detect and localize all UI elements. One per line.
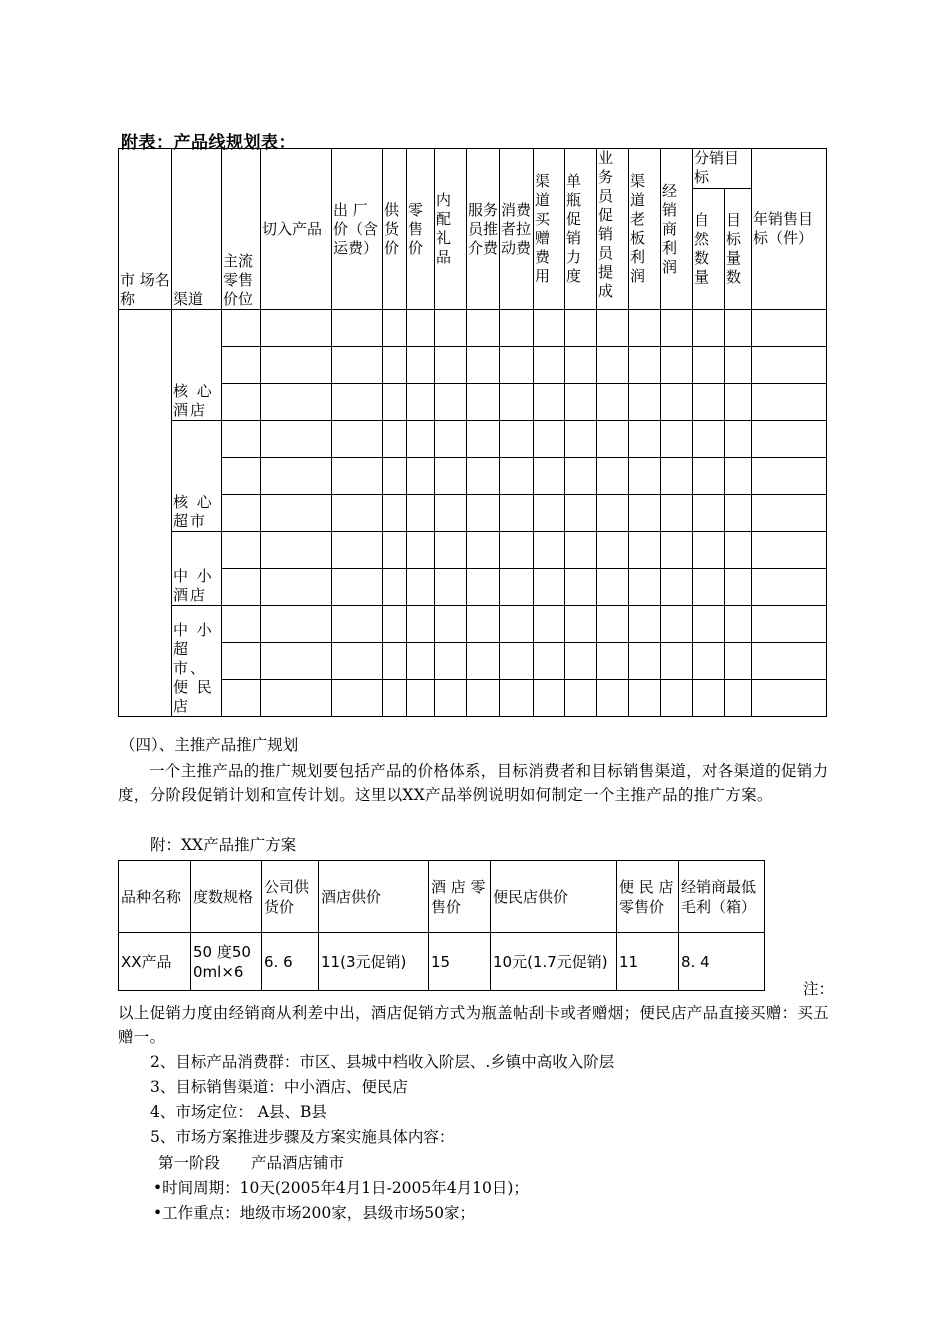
table-cell <box>383 310 407 347</box>
table-cell <box>467 680 500 717</box>
table-cell <box>407 495 435 532</box>
table-cell <box>597 606 629 643</box>
table-cell <box>435 606 467 643</box>
table-cell <box>629 421 661 458</box>
table-cell <box>661 532 693 569</box>
table-cell <box>534 384 565 421</box>
table-cell <box>407 458 435 495</box>
header-owner-profit: 渠道老板利润 <box>629 149 661 310</box>
table-cell <box>629 606 661 643</box>
table-cell <box>261 421 332 458</box>
header-market: 市 场名称 <box>119 149 172 310</box>
table-cell <box>629 643 661 680</box>
table-cell <box>565 680 597 717</box>
table-cell <box>661 384 693 421</box>
table-cell <box>725 532 752 569</box>
table-cell <box>534 532 565 569</box>
table-cell <box>383 384 407 421</box>
table-cell <box>534 421 565 458</box>
table-cell <box>597 680 629 717</box>
table-cell <box>693 421 725 458</box>
table-cell <box>597 347 629 384</box>
table-cell <box>661 458 693 495</box>
promotion-scheme-table <box>118 860 765 991</box>
table-cell <box>661 310 693 347</box>
table-cell <box>752 421 827 458</box>
table-cell <box>222 421 261 458</box>
table-cell <box>534 680 565 717</box>
table-cell <box>467 421 500 458</box>
table-cell <box>752 606 827 643</box>
table-cell <box>693 347 725 384</box>
table-cell <box>222 532 261 569</box>
table-cell <box>407 384 435 421</box>
scheme-cell-store-supply: 10元(1.7元促销) <box>491 933 617 991</box>
item-target-channels: 3、目标销售渠道：中小酒店、便民店 <box>150 1078 408 1096</box>
table-cell <box>435 458 467 495</box>
header-consumer-fee: 消费者拉动费 <box>500 149 534 310</box>
product-line-plan-table <box>118 148 827 717</box>
table-cell <box>693 495 725 532</box>
table-cell <box>661 606 693 643</box>
table-cell <box>261 643 332 680</box>
table-cell <box>565 495 597 532</box>
phase-one: 第一阶段 产品酒店铺市 <box>158 1154 345 1172</box>
table-cell <box>597 569 629 606</box>
table-cell <box>261 495 332 532</box>
table-cell <box>534 310 565 347</box>
table-cell <box>407 569 435 606</box>
table-cell <box>435 495 467 532</box>
table-cell <box>435 569 467 606</box>
scheme-header-store-retail: 便 民 店零售价 <box>617 861 679 933</box>
scheme-cell-company-price: 6. 6 <box>262 933 319 991</box>
table-cell <box>752 347 827 384</box>
table-cell <box>565 606 597 643</box>
table-cell <box>467 532 500 569</box>
scheme-header-hotel-retail: 酒 店 零售价 <box>429 861 491 933</box>
note-text: 以上促销力度由经销商从利差中出，酒店促销方式为瓶盖帖刮卡或者赠烟；便民店产品直接买赠：买五赠一。 <box>118 1004 830 1046</box>
table-cell <box>661 680 693 717</box>
item-market-position: 4、市场定位： A县、B县 <box>150 1103 327 1121</box>
table-cell <box>435 310 467 347</box>
scheme-cell-hotel-supply: 11(3元促销) <box>319 933 429 991</box>
table-cell <box>222 347 261 384</box>
table-cell <box>534 495 565 532</box>
table-cell <box>693 680 725 717</box>
table-cell <box>500 458 534 495</box>
table-cell <box>565 643 597 680</box>
table-cell <box>534 606 565 643</box>
table-cell <box>500 495 534 532</box>
table-cell <box>383 569 407 606</box>
table-cell <box>565 347 597 384</box>
table-cell <box>534 643 565 680</box>
table-cell <box>332 347 383 384</box>
table-cell <box>467 310 500 347</box>
table-cell <box>332 495 383 532</box>
table-cell <box>597 421 629 458</box>
table-cell <box>222 495 261 532</box>
table-cell <box>261 569 332 606</box>
table-cell <box>435 532 467 569</box>
table-cell <box>629 384 661 421</box>
table-cell <box>597 458 629 495</box>
table-cell <box>693 458 725 495</box>
table-cell <box>725 310 752 347</box>
table-cell <box>261 680 332 717</box>
header-service-fee: 服务员推介费 <box>467 149 500 310</box>
table-cell <box>725 643 752 680</box>
table-cell <box>500 569 534 606</box>
table-cell <box>752 384 827 421</box>
header-retail-price: 零售价 <box>407 149 435 310</box>
table-cell <box>629 680 661 717</box>
table-cell <box>693 532 725 569</box>
table-cell <box>693 606 725 643</box>
channel-small-hotel: 中 小酒店 <box>172 532 222 606</box>
table-cell <box>565 310 597 347</box>
channel-core-hotel: 核 心酒店 <box>172 310 222 421</box>
table-cell <box>500 606 534 643</box>
table-cell <box>752 532 827 569</box>
table-cell <box>332 532 383 569</box>
table-cell <box>534 569 565 606</box>
table-cell <box>332 458 383 495</box>
note-label: 注： <box>803 980 835 998</box>
table-cell <box>565 458 597 495</box>
table-cell <box>629 310 661 347</box>
scheme-cell-dealer-margin: 8. 4 <box>679 933 765 991</box>
table-cell <box>565 532 597 569</box>
scheme-label: 附：XX产品推广方案 <box>150 836 297 854</box>
table-cell <box>407 680 435 717</box>
table-cell <box>629 569 661 606</box>
table-cell <box>500 643 534 680</box>
table-cell <box>222 643 261 680</box>
table-cell <box>407 532 435 569</box>
table-cell <box>725 680 752 717</box>
table-cell <box>435 421 467 458</box>
scheme-cell-hotel-retail: 15 <box>429 933 491 991</box>
header-mainstream-price: 主流零售价位 <box>222 149 261 310</box>
table-cell <box>332 310 383 347</box>
table-cell <box>725 347 752 384</box>
header-channel: 渠道 <box>172 149 222 310</box>
table-cell <box>261 458 332 495</box>
header-target-qty: 目标量数 <box>725 189 752 310</box>
table-cell <box>261 532 332 569</box>
table-cell <box>435 680 467 717</box>
table-cell <box>500 421 534 458</box>
table-cell <box>500 347 534 384</box>
table-cell <box>435 384 467 421</box>
market-cell <box>119 310 172 717</box>
scheme-cell-store-retail: 11 <box>617 933 679 991</box>
table-cell <box>597 532 629 569</box>
scheme-header-spec: 度数规格 <box>191 861 262 933</box>
scheme-header-store-supply: 便民店供价 <box>491 861 617 933</box>
table-cell <box>383 495 407 532</box>
table-cell <box>222 569 261 606</box>
header-supply-price: 供货价 <box>383 149 407 310</box>
intro-paragraph: 一个主推产品的推广规划要包括产品的价格体系，目标消费者和目标销售渠道，对各渠道的促销力度，分阶段促销计划和宣传计划。这里以XX产品举例说明如何制定一个主推产品的推广方案。 <box>118 762 829 804</box>
table-cell <box>222 680 261 717</box>
table-cell <box>500 384 534 421</box>
table-cell <box>693 569 725 606</box>
table-cell <box>467 458 500 495</box>
table-cell <box>752 495 827 532</box>
table-cell <box>261 347 332 384</box>
table-cell <box>222 384 261 421</box>
table-cell <box>725 458 752 495</box>
channel-core-supermarket: 核 心超市 <box>172 421 222 532</box>
scheme-header-hotel-supply: 酒店供价 <box>319 861 429 933</box>
table-cell <box>467 643 500 680</box>
table-cell <box>407 310 435 347</box>
table-cell <box>661 495 693 532</box>
header-dist-target: 分销目标 <box>693 149 752 189</box>
table-cell <box>661 421 693 458</box>
scheme-header-dealer-margin: 经销商最低毛利（箱） <box>679 861 765 933</box>
table-cell <box>383 680 407 717</box>
table-cell <box>752 458 827 495</box>
scheme-header-name: 品种名称 <box>119 861 191 933</box>
table-cell <box>467 384 500 421</box>
table-cell <box>332 680 383 717</box>
header-internal-gift: 内配礼品 <box>435 149 467 310</box>
table-cell <box>261 606 332 643</box>
table-cell <box>383 532 407 569</box>
table-cell <box>222 606 261 643</box>
table-cell <box>725 495 752 532</box>
table-cell <box>725 384 752 421</box>
table-cell <box>534 458 565 495</box>
table-cell <box>693 643 725 680</box>
table-cell <box>332 384 383 421</box>
table-cell <box>332 643 383 680</box>
table-cell <box>629 495 661 532</box>
table-cell <box>752 643 827 680</box>
table-cell <box>467 606 500 643</box>
table-cell <box>383 421 407 458</box>
table-cell <box>725 569 752 606</box>
item-target-consumers: 2、目标产品消费群：市区、县城中档收入阶层、.乡镇中高收入阶层 <box>150 1053 615 1071</box>
scheme-cell-spec: 50 度500ml×6 <box>191 933 262 991</box>
table-cell <box>597 310 629 347</box>
table-cell <box>407 606 435 643</box>
table-cell <box>565 384 597 421</box>
table-cell <box>222 310 261 347</box>
table-cell <box>725 606 752 643</box>
header-sales-commission: 业务员促销员提成 <box>597 149 629 310</box>
header-entry-product: 切入产品 <box>261 149 332 310</box>
table-cell <box>261 384 332 421</box>
channel-small-supermarket: 中 小超市、便 民店 <box>172 606 222 717</box>
table-cell <box>332 569 383 606</box>
table-cell <box>332 421 383 458</box>
scheme-cell-name: XX产品 <box>119 933 191 991</box>
table-cell <box>407 421 435 458</box>
table-cell <box>629 347 661 384</box>
scheme-header-company-price: 公司供货价 <box>262 861 319 933</box>
table-cell <box>629 532 661 569</box>
table-cell <box>565 421 597 458</box>
section-title: （四）、主推产品推广规划 <box>120 736 299 754</box>
table-cell <box>597 495 629 532</box>
table-cell <box>467 569 500 606</box>
header-channel-gift: 渠道买赠费用 <box>534 149 565 310</box>
header-annual-target: 年销售目标（件） <box>752 149 827 310</box>
table-cell <box>383 606 407 643</box>
table-cell <box>222 458 261 495</box>
table-cell <box>383 347 407 384</box>
table-cell <box>661 643 693 680</box>
table-cell <box>435 643 467 680</box>
header-factory-price: 出 厂价（含运费） <box>332 149 383 310</box>
table-cell <box>500 310 534 347</box>
header-dealer-profit: 经销商利润 <box>661 149 693 310</box>
table-cell <box>383 458 407 495</box>
item-steps: 5、市场方案推进步骤及方案实施具体内容： <box>150 1128 455 1146</box>
table-cell <box>261 310 332 347</box>
table-cell <box>534 347 565 384</box>
table-cell <box>467 495 500 532</box>
table-cell <box>752 310 827 347</box>
table-cell <box>597 643 629 680</box>
bullet-focus: •工作重点：地级市场200家，县级市场50家； <box>153 1204 475 1222</box>
table-cell <box>500 680 534 717</box>
header-natural-qty: 自然数量 <box>693 189 725 310</box>
table-cell <box>500 532 534 569</box>
table-cell <box>435 347 467 384</box>
table-cell <box>752 569 827 606</box>
header-bottle-promo: 单瓶促销力度 <box>565 149 597 310</box>
table-cell <box>693 384 725 421</box>
table-cell <box>752 680 827 717</box>
table-cell <box>407 643 435 680</box>
table-cell <box>467 347 500 384</box>
table-cell <box>407 347 435 384</box>
table-cell <box>383 643 407 680</box>
table-cell <box>332 606 383 643</box>
page-title: 附表：产品线规划表： <box>121 133 296 153</box>
table-cell <box>725 421 752 458</box>
bullet-period: •时间周期：10天(2005年4月1日-2005年4月10日)； <box>153 1179 529 1197</box>
table-cell <box>565 569 597 606</box>
table-cell <box>693 310 725 347</box>
table-cell <box>629 458 661 495</box>
table-cell <box>661 569 693 606</box>
table-cell <box>597 384 629 421</box>
table-cell <box>661 347 693 384</box>
